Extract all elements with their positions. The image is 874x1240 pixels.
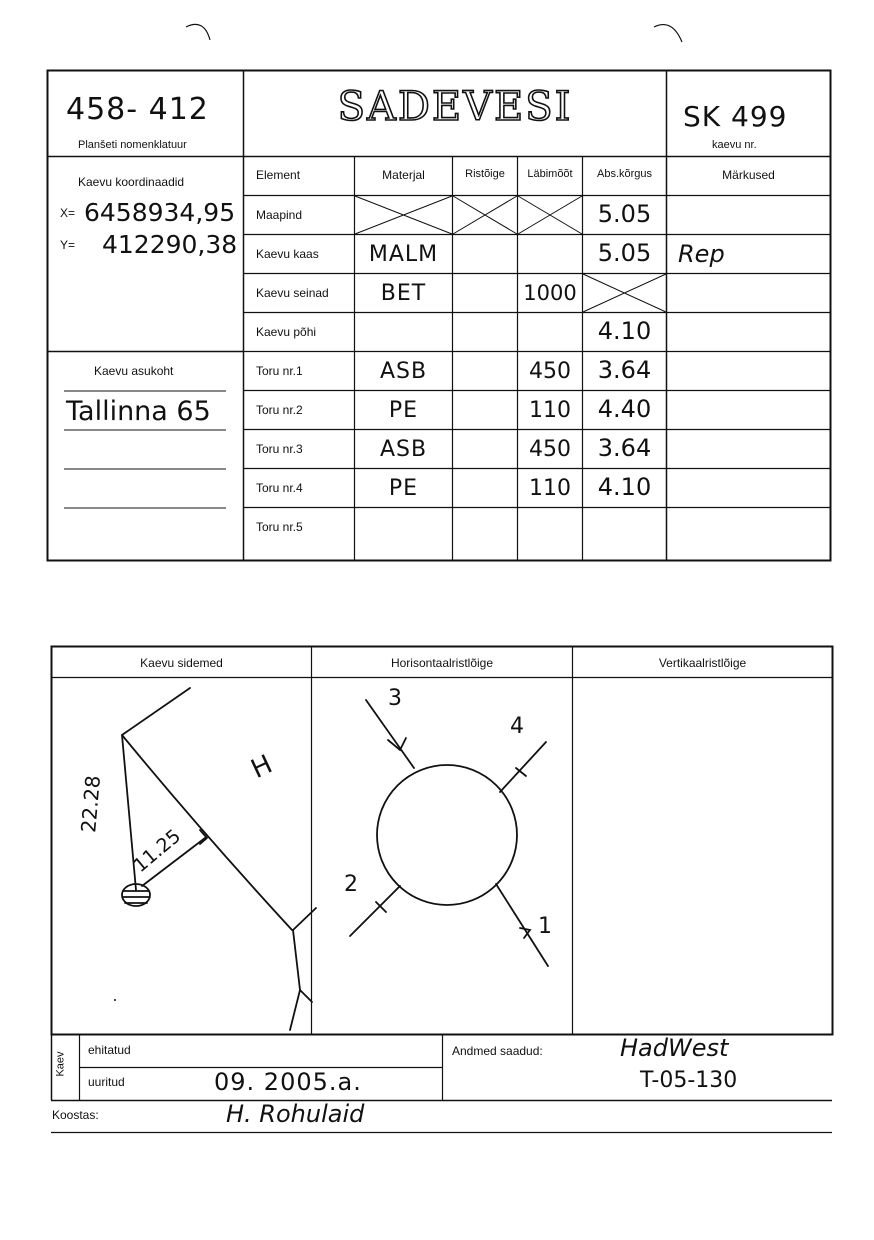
cell-abs-height: 5.05 xyxy=(597,239,652,267)
author-value: H. Rohulaid xyxy=(226,1100,365,1128)
coordinates-heading: Kaevu koordinaadid xyxy=(78,175,185,189)
y-coordinate-label: Y= xyxy=(60,238,76,252)
sketch-heading-vertical: Vertikaalristlõige xyxy=(658,656,747,670)
page-title: SADEVESI xyxy=(337,84,573,130)
row-element-label: Kaevu seinad xyxy=(256,286,329,300)
sketch-heading-horizontal: Horisontaalristlõige xyxy=(390,656,494,670)
location-address: Tallinna 65 xyxy=(66,396,211,427)
pipe-label-1: 1 xyxy=(538,914,553,939)
footer-side-label: Kaev xyxy=(54,1051,67,1077)
surveyed-value: 09. 2005.a. xyxy=(214,1068,362,1096)
sketch-heading-connections: Kaevu sidemed xyxy=(140,656,223,670)
data-source-reference: T-05-130 xyxy=(640,1068,738,1093)
well-id-label: kaevu nr. xyxy=(712,139,757,151)
sheet-number-label: Planšeti nomenklatuur xyxy=(78,139,187,151)
column-header-abs-height: Abs.kõrgus xyxy=(596,168,653,180)
row-element-label: Toru nr.1 xyxy=(256,364,303,378)
row-element-label: Toru nr.4 xyxy=(256,481,303,495)
surveyed-label: uuritud xyxy=(88,1075,125,1089)
cell-material: PE xyxy=(388,476,419,501)
row-element-label: Toru nr.2 xyxy=(256,403,303,417)
sheet-number: 458- 412 xyxy=(66,92,209,127)
location-heading: Kaevu asukoht xyxy=(94,364,174,378)
row-element-label: Kaevu kaas xyxy=(256,247,319,261)
pipe-label-4: 4 xyxy=(510,714,525,739)
cell-material: BET xyxy=(380,281,427,306)
x-coordinate-value: 6458934,95 xyxy=(84,198,236,227)
cell-abs-height: 4.40 xyxy=(597,395,652,423)
data-source-label: Andmed saadud: xyxy=(452,1044,543,1058)
cell-abs-height: 3.64 xyxy=(597,356,652,384)
dimension-a: 22.28 xyxy=(76,774,106,834)
y-coordinate-value: 412290,38 xyxy=(102,230,238,259)
row-element-label: Kaevu põhi xyxy=(256,325,317,339)
cell-diameter: 1000 xyxy=(523,281,577,305)
x-coordinate-label: X= xyxy=(60,206,76,220)
cell-material: PE xyxy=(388,398,419,423)
cell-material: ASB xyxy=(379,437,428,462)
built-label: ehitatud xyxy=(88,1043,131,1057)
column-header-material: Materjal xyxy=(382,168,425,182)
cell-abs-height: 5.05 xyxy=(597,200,652,228)
pipe-label-3: 3 xyxy=(388,686,403,711)
author-label: Koostas: xyxy=(52,1108,99,1122)
data-source-value: HadWest xyxy=(620,1034,729,1062)
well-id: SK 499 xyxy=(683,100,788,133)
cell-diameter: 110 xyxy=(529,476,571,501)
pipe-label-2: 2 xyxy=(344,872,359,897)
cell-abs-height: 4.10 xyxy=(597,473,652,501)
cell-material: MALM xyxy=(368,242,439,267)
column-header-cross-section: Ristõige xyxy=(465,168,505,180)
row-element-label: Toru nr.5 xyxy=(256,520,303,534)
cell-material: ASB xyxy=(379,359,428,384)
cell-diameter: 110 xyxy=(529,398,571,423)
column-header-element: Element xyxy=(256,168,301,182)
cell-notes: Rep xyxy=(678,240,725,268)
sketch-marker: H xyxy=(246,749,278,785)
cell-abs-height: 3.64 xyxy=(597,434,652,462)
row-element-label: Toru nr.3 xyxy=(256,442,303,456)
row-element-label: Maapind xyxy=(256,208,303,222)
cell-diameter: 450 xyxy=(529,437,571,462)
dimension-b: 11.25 xyxy=(129,825,186,877)
column-header-diameter: Läbimõõt xyxy=(527,168,573,180)
column-header-notes: Märkused xyxy=(722,168,775,182)
cell-abs-height: 4.10 xyxy=(597,317,652,345)
cell-diameter: 450 xyxy=(529,359,571,384)
